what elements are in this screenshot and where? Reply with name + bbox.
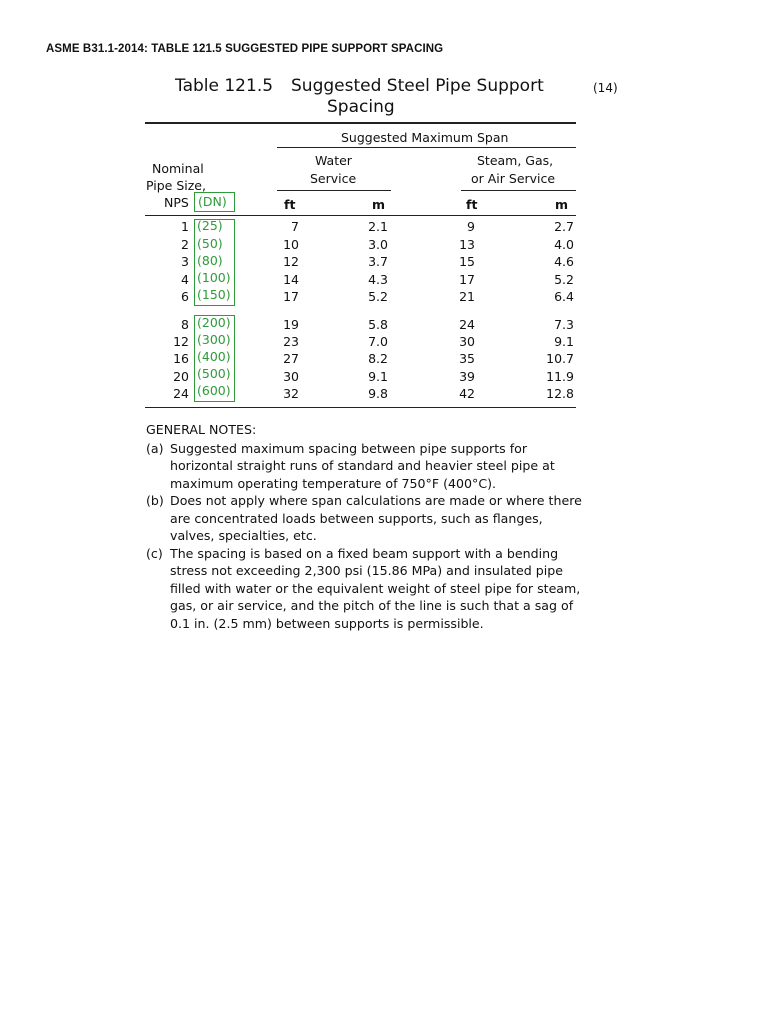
steam-ft-unit: ft [466, 197, 478, 212]
dn-cell: (100) [197, 270, 231, 285]
water-header-line2: Service [310, 171, 357, 186]
steam-m-cell: 4.0 [554, 237, 574, 252]
water-ft-cell: 23 [283, 334, 299, 349]
water-ft-unit: ft [284, 197, 296, 212]
water-m-cell: 4.3 [368, 272, 388, 287]
steam-ft-cell: 30 [459, 334, 475, 349]
steam-ft-cell: 39 [459, 369, 475, 384]
water-ft-cell: 19 [283, 317, 299, 332]
steam-ft-cell: 35 [459, 351, 475, 366]
water-m-cell: 8.2 [368, 351, 388, 366]
general-notes [146, 421, 586, 632]
dn-cell: (150) [197, 287, 231, 302]
water-m-cell: 2.1 [368, 219, 388, 234]
water-ft-cell: 30 [283, 369, 299, 384]
steam-ft-cell: 13 [459, 237, 475, 252]
note-c [146, 545, 586, 633]
steam-m-cell: 11.9 [546, 369, 574, 384]
water-m-cell: 5.2 [368, 289, 388, 304]
steam-m-cell: 6.4 [554, 289, 574, 304]
top-rule [145, 122, 576, 124]
size-header-nps: NPS [164, 195, 189, 210]
units-rule [145, 215, 576, 216]
water-ft-cell: 14 [283, 272, 299, 287]
steam-header-line1: Steam, Gas, [477, 153, 554, 168]
page-header: ASME B31.1-2014: TABLE 121.5 SUGGESTED PIPE SUPPORT SPACING [46, 43, 444, 55]
water-ft-cell: 12 [283, 254, 299, 269]
span-rule [277, 147, 576, 148]
steam-m-cell: 4.6 [554, 254, 574, 269]
dn-cell: (25) [197, 218, 223, 233]
edition-tag: (14) [593, 81, 618, 95]
water-ft-cell: 10 [283, 237, 299, 252]
table-title-line2: Spacing [327, 97, 395, 117]
steam-m-cell: 12.8 [546, 386, 574, 401]
water-rule [277, 190, 391, 191]
steam-rule [461, 190, 576, 191]
nps-cell: 12 [173, 334, 189, 349]
dn-cell: (400) [197, 349, 231, 364]
notes-heading: GENERAL NOTES: [146, 422, 257, 437]
note-mark: (a) [146, 440, 164, 456]
water-m-unit: m [372, 197, 386, 212]
nps-cell: 16 [173, 351, 189, 366]
nps-cell: 1 [181, 219, 189, 234]
note-mark: (b) [146, 493, 164, 508]
table-number: Table 121.5 [175, 76, 274, 96]
dn-header: (DN) [198, 194, 227, 209]
note-text: The spacing is based on a fixed beam support with a bending stress not exceeding 2,300 psi (15.86 MPa) and insulated pipe filled with water or the equivalent weight of steel pipe for steam, gas, or air service, and the pitch of the line is such that a sag of 0.1 in. (2.5 mm) between supports is permissible. [170, 545, 581, 631]
table-title-line1: Suggested Steel Pipe Support [291, 76, 544, 96]
steam-ft-cell: 21 [459, 289, 475, 304]
dn-cell: (300) [197, 332, 231, 347]
span-header: Suggested Maximum Span [341, 130, 509, 145]
nps-cell: 6 [181, 289, 189, 304]
water-ft-cell: 7 [291, 219, 299, 234]
steam-ft-cell: 9 [467, 219, 475, 234]
size-header-line2: Pipe Size, [146, 178, 206, 193]
note-a [146, 440, 586, 493]
dn-cell: (500) [197, 366, 231, 381]
steam-ft-cell: 42 [459, 386, 475, 401]
water-m-cell: 9.1 [368, 369, 388, 384]
note-b [146, 492, 586, 545]
dn-cell: (600) [197, 383, 231, 398]
steam-header-line2: or Air Service [471, 171, 556, 186]
steam-m-cell: 7.3 [554, 317, 574, 332]
water-m-cell: 3.0 [368, 237, 388, 252]
nps-cell: 2 [181, 237, 189, 252]
dn-cell: (80) [197, 253, 223, 268]
water-ft-cell: 32 [283, 386, 299, 401]
water-ft-cell: 27 [283, 351, 299, 366]
bottom-rule [145, 407, 576, 408]
steam-ft-cell: 24 [459, 317, 475, 332]
size-header-line1: Nominal [152, 161, 204, 176]
nps-cell: 24 [173, 386, 189, 401]
steam-m-cell: 10.7 [546, 351, 574, 366]
steam-ft-cell: 17 [459, 272, 475, 287]
dn-cell: (200) [197, 315, 231, 330]
table-title [175, 76, 575, 118]
water-m-cell: 9.8 [368, 386, 388, 401]
steam-ft-cell: 15 [459, 254, 475, 269]
note-text: Suggested maximum spacing between pipe supports for horizontal straight runs of standard and heavier steel pipe at maximum operating temperature of 750°F (400°C). [170, 440, 555, 491]
steam-m-cell: 9.1 [554, 334, 574, 349]
nps-cell: 20 [173, 369, 189, 384]
steam-m-unit: m [555, 197, 569, 212]
water-header-line1: Water [315, 153, 352, 168]
dn-header-box [194, 192, 235, 212]
dn-cell: (50) [197, 236, 223, 251]
water-m-cell: 5.8 [368, 317, 388, 332]
note-text: Does not apply where span calculations are made or where there are concentrated loads between supports, such as flanges, valves, specialties, etc. [170, 493, 582, 543]
water-m-cell: 7.0 [368, 334, 388, 349]
water-ft-cell: 17 [283, 289, 299, 304]
water-m-cell: 3.7 [368, 254, 388, 269]
steam-m-cell: 2.7 [554, 219, 574, 234]
nps-cell: 4 [181, 272, 189, 287]
nps-cell: 8 [181, 317, 189, 332]
nps-cell: 3 [181, 254, 189, 269]
note-mark: (c) [146, 545, 163, 561]
steam-m-cell: 5.2 [554, 272, 574, 287]
